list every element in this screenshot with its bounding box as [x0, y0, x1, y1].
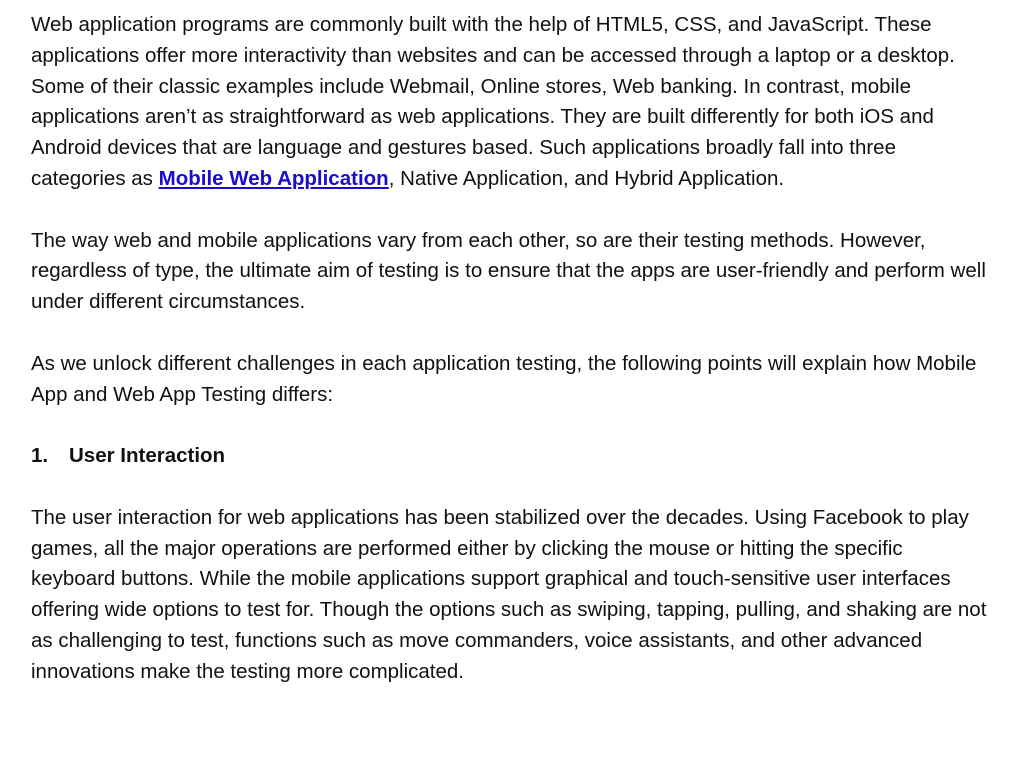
testing-methods-paragraph: The way web and mobile applications vary from each other, so are their testing methods. However, regardless of type, the ultimate aim of testing is to ensure that the apps are user-friendly and perform well under different circumstances. [31, 228, 986, 314]
section-heading [31, 441, 990, 472]
section-title: User Interaction [69, 444, 226, 468]
intro-text: Web application programs are commonly built with the help of HTML5, CSS, and JavaScript. These applications offer more interactivity than websites and can be accessed through a laptop or a desktop. Some of their classic examples include Webmail, Online stores, Web banking. In contrast, mobile applications aren’t as straightforward as web applications. They are built differently for both iOS and Android devices that are language and gestures based. Such applications broadly fall into three categories as [31, 13, 955, 190]
paragraph-spacer [31, 195, 990, 226]
challenges-paragraph: As we unlock different challenges in each application testing, the following points will explain how Mobile App and Web App Testing differs: [31, 351, 977, 406]
intro-text-end: , Native Application, and Hybrid Application. [388, 166, 785, 190]
paragraph-spacer [31, 472, 990, 503]
paragraph-spacer [31, 318, 990, 349]
paragraph-spacer [31, 410, 990, 441]
intro-paragraph [31, 10, 990, 195]
mobile-web-application-link[interactable]: Mobile Web Application [158, 166, 389, 190]
section-number: 1. [31, 444, 49, 468]
user-interaction-paragraph: The user interaction for web applications has been stabilized over the decades. Using Facebook to play games, all the major operations are performed either by clicking the mouse or hitting the specific keyboard buttons. While the mobile applications support graphical and touch-sensitive user interfaces offering wide options to test for. Though the options such as swiping, tapping, pulling, and shaking are not as challenging to test, functions such as move commanders, voice assistants, and other advanced innovations make the testing more complicated. [31, 505, 987, 683]
